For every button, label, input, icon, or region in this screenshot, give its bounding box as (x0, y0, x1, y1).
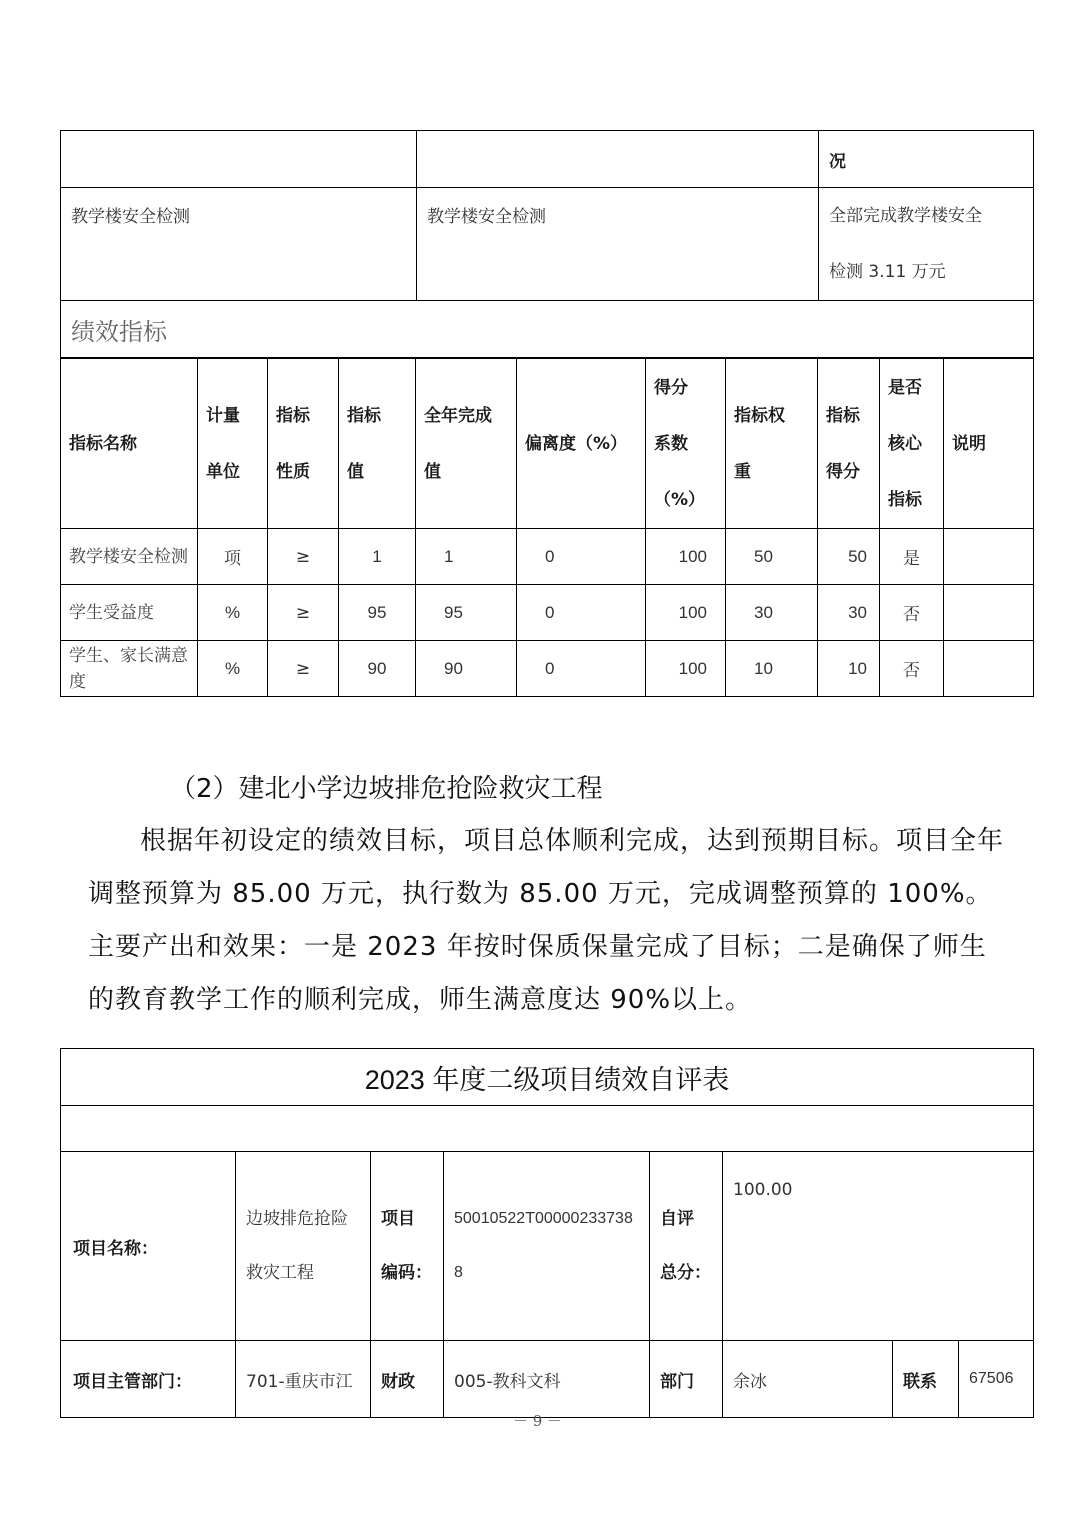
project-name-l2: 救灾工程 (246, 1263, 314, 1283)
indicator-weight: 10 (726, 641, 818, 697)
output-name: 教学楼安全检测 (61, 188, 417, 301)
header-weight-l2: 重 (734, 461, 751, 482)
table-row (61, 585, 1034, 641)
indicator-note (944, 585, 1034, 641)
project-name (236, 1152, 371, 1341)
indicator-note (944, 641, 1034, 697)
self-score: 100.00 (723, 1152, 1034, 1341)
indicator-weight: 30 (726, 585, 818, 641)
finance: 005-教科文科 (444, 1341, 650, 1418)
indicator-deviation: 0 (517, 641, 646, 697)
output-status-line2: 检测 3.11 万元 (829, 262, 946, 282)
project-code-label-l2: 编码： (381, 1263, 432, 1283)
header-done-l2: 值 (424, 461, 441, 482)
header-note: 说明 (944, 359, 1034, 529)
indicator-weight: 50 (726, 529, 818, 585)
indicator-value: 1 (339, 529, 416, 585)
header-coef-l2: 系数 (654, 433, 688, 454)
summary-cell (61, 131, 417, 188)
header-core (880, 359, 944, 529)
indicator-deviation: 0 (517, 529, 646, 585)
indicator-value: 95 (339, 585, 416, 641)
indicator-name: 教学楼安全检测 (61, 529, 198, 585)
project-code-l1: 50010522T00000233738 (454, 1210, 633, 1227)
project-code-label (371, 1152, 444, 1341)
header-value (339, 359, 416, 529)
indicator-table (60, 358, 1034, 697)
self-evaluation-table (60, 1048, 1034, 1418)
header-core-l2: 核心 (888, 433, 922, 454)
header-done-l1: 全年完成 (424, 405, 492, 426)
header-nature-l1: 指标 (276, 405, 310, 426)
indicator-unit: % (198, 641, 268, 697)
indicator-value: 90 (339, 641, 416, 697)
page-number: － 9 － (512, 1412, 563, 1430)
summary-cell-status: 况 (819, 131, 1034, 188)
eval-table-title: 2023 年度二级项目绩效自评表 (61, 1049, 1034, 1106)
header-coef-l3: （%） (654, 489, 706, 510)
indicator-core: 是 (880, 529, 944, 585)
header-coef-l1: 得分 (654, 377, 688, 398)
indicator-done: 95 (416, 585, 517, 641)
section-heading: （2）建北小学边坡排危抢险救灾工程 (170, 774, 603, 804)
indicator-coef: 100 (646, 529, 726, 585)
project-summary-table (60, 130, 1034, 358)
self-score-label-l1: 自评 (660, 1209, 694, 1229)
self-score-label-l2: 总分： (660, 1263, 711, 1283)
project-code-l2: 8 (454, 1264, 463, 1281)
header-indicator-name: 指标名称 (61, 359, 198, 529)
header-value-l1: 指标 (347, 405, 381, 426)
output-status-line1: 全部完成教学楼安全 (829, 206, 982, 226)
header-unit (198, 359, 268, 529)
contact-value: 67506 (959, 1341, 1034, 1418)
header-score-l2: 得分 (826, 461, 860, 482)
header-deviation: 偏离度（%） (517, 359, 646, 529)
indicator-core: 否 (880, 641, 944, 697)
contact-label: 联系 (893, 1341, 959, 1418)
department: 701-重庆市江 (236, 1341, 371, 1418)
indicator-note (944, 529, 1034, 585)
header-score-l1: 指标 (826, 405, 860, 426)
project-code-label-l1: 项目 (381, 1209, 415, 1229)
indicator-nature: ≥ (268, 585, 339, 641)
indicator-nature: ≥ (268, 641, 339, 697)
header-coef (646, 359, 726, 529)
header-done (416, 359, 517, 529)
indicator-coef: 100 (646, 641, 726, 697)
eval-empty-row (61, 1106, 1034, 1152)
department-head-label: 部门 (650, 1341, 723, 1418)
indicator-unit: 项 (198, 529, 268, 585)
header-value-l2: 值 (347, 461, 364, 482)
indicator-nature: ≥ (268, 529, 339, 585)
finance-label: 财政 (371, 1341, 444, 1418)
header-score (818, 359, 880, 529)
self-score-label (650, 1152, 723, 1341)
header-nature-l2: 性质 (276, 461, 310, 482)
header-unit-l2: 单位 (206, 461, 240, 482)
indicator-score: 10 (818, 641, 880, 697)
table-row (61, 529, 1034, 585)
indicator-deviation: 0 (517, 585, 646, 641)
responsible-person: 余冰 (723, 1341, 893, 1418)
department-label: 项目主管部门： (61, 1341, 236, 1418)
header-core-l3: 指标 (888, 489, 922, 510)
header-unit-l1: 计量 (206, 405, 240, 426)
output-content: 教学楼安全检测 (417, 188, 819, 301)
indicator-done: 90 (416, 641, 517, 697)
indicator-done: 1 (416, 529, 517, 585)
project-code (444, 1152, 650, 1341)
section-paragraph: 根据年初设定的绩效目标，项目总体顺利完成，达到预期目标。项目全年调整预算为 85.00 万元，执行数为 85.00 万元，完成调整预算的 100%。主要产出和效果：一是 2023 年按时保质保量完成了目标；二是确保了师生的教育教学工作的顺利完成，师生满意度达 90%以上。 (88, 826, 1005, 1015)
header-nature (268, 359, 339, 529)
performance-indicators-title: 绩效指标 (61, 301, 1034, 358)
indicator-score: 30 (818, 585, 880, 641)
indicator-unit: % (198, 585, 268, 641)
indicator-coef: 100 (646, 585, 726, 641)
header-weight (726, 359, 818, 529)
project-name-l1: 边坡排危抢险 (246, 1209, 348, 1229)
indicator-name: 学生、家长满意度 (61, 641, 198, 697)
indicator-score: 50 (818, 529, 880, 585)
header-weight-l1: 指标权 (734, 405, 785, 426)
summary-cell (417, 131, 819, 188)
header-core-l1: 是否 (888, 377, 922, 398)
project-name-label: 项目名称： (61, 1152, 236, 1341)
indicator-name: 学生受益度 (61, 585, 198, 641)
output-status (819, 188, 1034, 301)
table-row (61, 641, 1034, 697)
indicator-core: 否 (880, 585, 944, 641)
